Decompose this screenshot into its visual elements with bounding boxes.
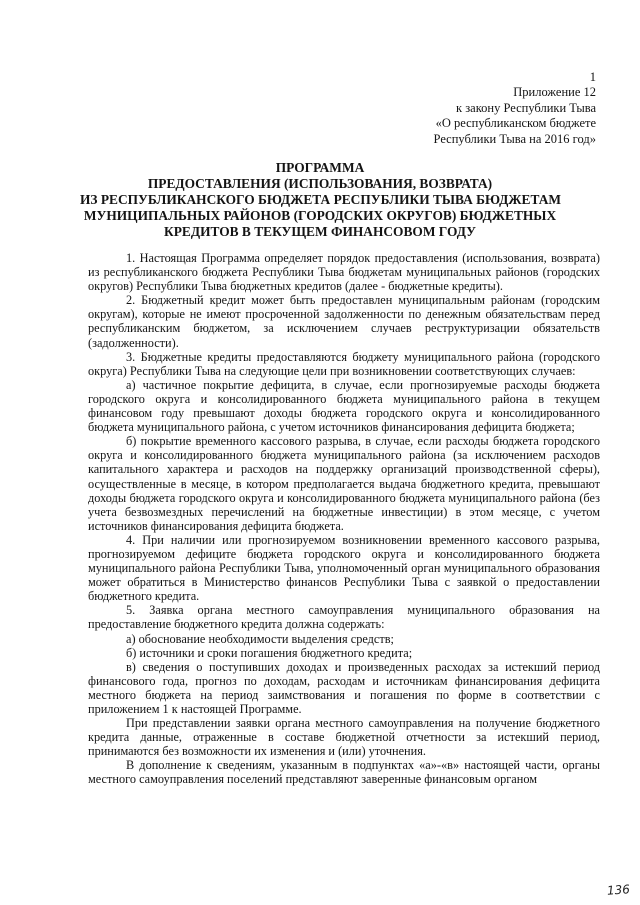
appendix-line: Республики Тыва на 2016 год» [433, 131, 596, 146]
document-title [80, 160, 560, 240]
paragraph: а) обоснование необходимости выделения средств; [126, 631, 394, 646]
title-line: ПРОГРАММА [275, 160, 365, 175]
title-line: КРЕДИТОВ В ТЕКУЩЕМ ФИНАНСОВОМ ГОДУ [164, 224, 476, 239]
paragraph: б) покрытие временного кассового разрыва, в случае, если расходы бюджета городского округа и консолидированного бюджета муниципального района (за исключением расходов капитального характера и расходов на поддержку организаций производственной сферы), осуществленные в месяце, в котором предполагается выдача бюджетного кредита, превышают доходы бюджета городского округа и консолидированного бюджета муниципального района (без учета безвозмездных перечислений на бюджетные инвестиции) в этом месяце, с учетом источников финансирования дефицита бюджета. [88, 434, 600, 533]
page-number: 1 [589, 70, 596, 84]
paragraph: 3. Бюджетные кредиты предоставляются бюджету муниципального района (городского округа) Республики Тыва на следующие цели при возникновении соответствующих случаев: [88, 349, 600, 378]
appendix-line: Приложение 12 [513, 85, 596, 99]
paragraph: При представлении заявки органа местного самоуправления на получение бюджетного кредита данные, отраженные в составе бюджетной отчетности за истекший период, принимаются без возможности их изменения и (или) уточнения. [88, 716, 600, 759]
document-body [88, 251, 600, 787]
paragraph: а) частичное покрытие дефицита, в случае, если прогнозируемые расходы бюджета городского округа и консолидированного бюджета муниципального района в текущем финансовом году превышают доходы бюджета городского округа и консолидированного бюджета муниципального района, с учетом источников финансирования дефицита бюджета; [88, 377, 600, 435]
appendix-line: к закону Республики Тыва [456, 100, 596, 115]
paragraph: 2. Бюджетный кредит может быть предоставлен муниципальным районам (городским округам), которые не имеют просроченной задолженности по денежным обязательствам перед республиканским бюджетом, за исключением случаев реструктуризации обязательств (задолженности). [88, 293, 600, 350]
title-line: МУНИЦИПАЛЬНЫХ РАЙОНОВ (ГОРОДСКИХ ОКРУГОВ) БЮДЖЕТНЫХ [83, 208, 557, 223]
paragraph: 1. Настоящая Программа определяет порядок предоставления (использования, возврата) из республиканского бюджета Республики Тыва бюджетам муниципальных районов (городских округов) Республики Тыва бюджетных кредитов (далее - бюджетные кредиты). [88, 251, 600, 294]
paragraph: 5. Заявка органа местного самоуправления муниципального образования на предоставление бюджетного кредита должна содержать: [88, 603, 600, 632]
paragraph: б) источники и сроки погашения бюджетного кредита; [126, 645, 413, 660]
handwritten-page-number: 136 [606, 882, 631, 898]
paragraph: В дополнение к сведениям, указанным в подпунктах «а»-«в» настоящей части, органы местного самоуправления поселений представляют заверенные финансовым органом [88, 758, 600, 787]
appendix-header [356, 85, 596, 147]
appendix-line: «О республиканском бюджете [435, 116, 596, 130]
paragraph: 4. При наличии или прогнозируемом возникновении временного кассового разрыва, прогнозируемом дефиците бюджета городского округа и консолидированного бюджета муниципального района Республики Тыва, уполномоченный орган муниципального образования может обратиться в Министерство финансов Республики Тыва с заявкой о предоставлении бюджетного кредита. [88, 532, 600, 604]
title-line: ИЗ РЕСПУБЛИКАНСКОГО БЮДЖЕТА РЕСПУБЛИКИ ТЫВА БЮДЖЕТАМ [80, 192, 562, 207]
paragraph: в) сведения о поступивших доходах и произведенных расходах за истекший период финансового года, прогноз по доходам, расходам и источникам финансирования дефицита местного бюджета на период заимствования и погашения по форме в соответствии с приложением 1 к настоящей Программе. [88, 659, 600, 716]
title-line: ПРЕДОСТАВЛЕНИЯ (ИСПОЛЬЗОВАНИЯ, ВОЗВРАТА) [147, 176, 493, 191]
